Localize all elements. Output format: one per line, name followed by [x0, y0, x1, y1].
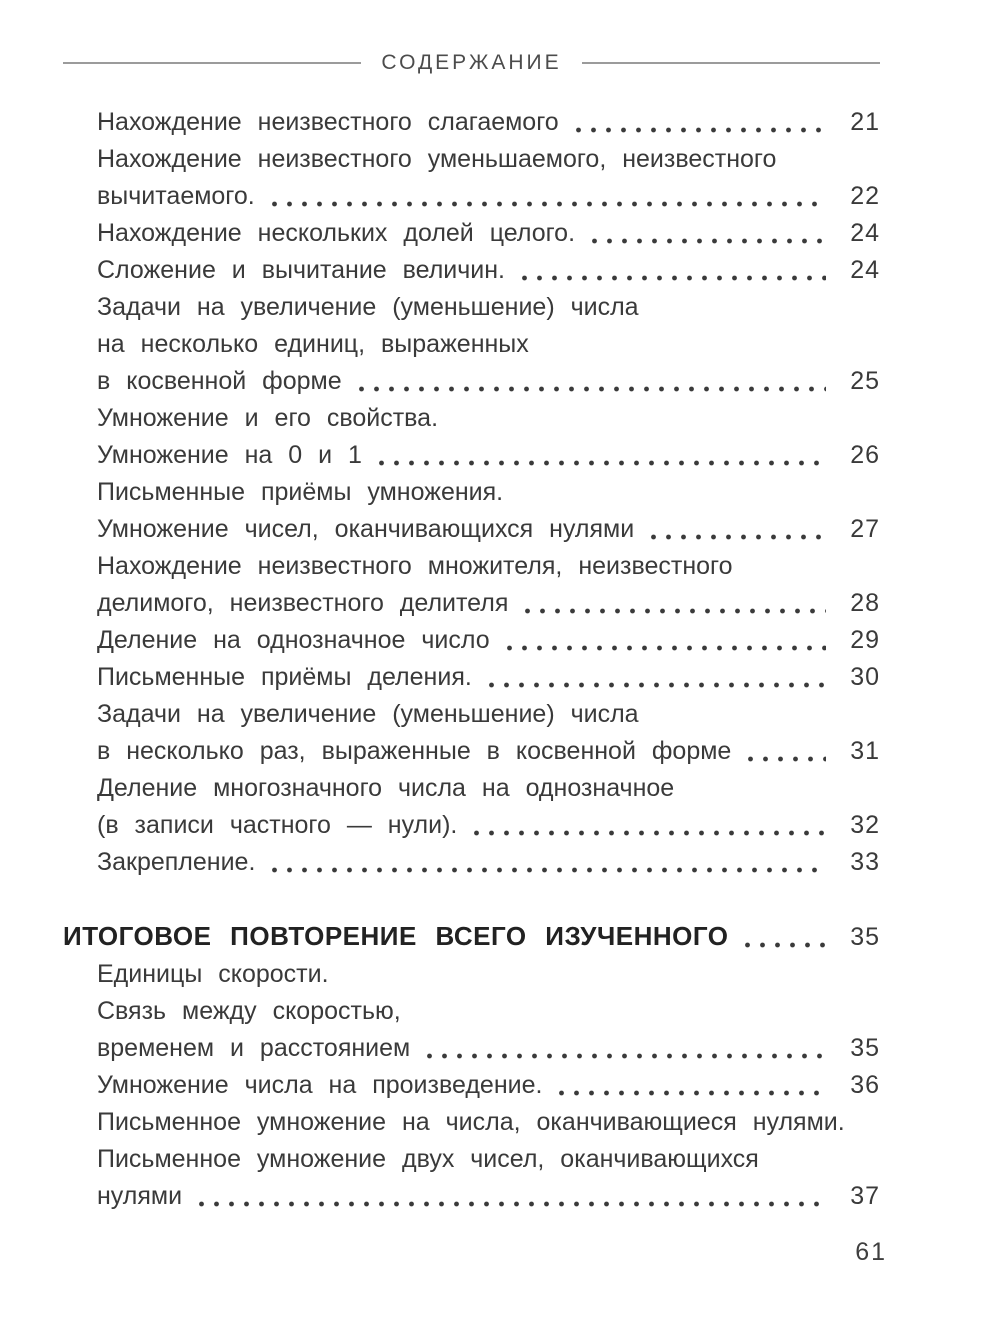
dot-leader [741, 733, 826, 770]
dot-leader [500, 622, 826, 659]
toc-line [97, 548, 880, 585]
toc-page-number: 26 [850, 441, 880, 469]
toc-entry [97, 1104, 880, 1215]
toc-line-text: Сложение и вычитание величин. [97, 256, 506, 284]
page-header [63, 46, 880, 80]
toc-line [97, 696, 880, 733]
toc-line-text: нулями [97, 1182, 183, 1210]
toc-line-text: в несколько раз, выраженные в косвенной форме [97, 737, 732, 765]
dot-leader [265, 178, 826, 215]
header-rule-left [63, 62, 361, 64]
toc-line [97, 993, 880, 1030]
toc-line-text: временем и расстоянием [97, 1034, 411, 1062]
toc-line-text: в косвенной форме [97, 367, 342, 395]
toc-line [97, 1178, 880, 1215]
toc-line [97, 733, 880, 770]
toc-line [97, 326, 880, 363]
toc-line [97, 363, 880, 400]
toc-line-text: Умножение на 0 и 1 [97, 441, 362, 469]
toc-line-text: Письменное умножение двух чисел, оканчивающихся [97, 1145, 759, 1173]
toc-line [97, 1141, 880, 1178]
toc-entry [97, 104, 880, 141]
dot-leader [585, 215, 826, 252]
toc-page-number: 22 [850, 182, 880, 210]
toc-line [97, 1030, 880, 1067]
toc-line-text: Нахождение нескольких долей целого. [97, 219, 576, 247]
toc-line [97, 807, 880, 844]
dot-leader [569, 104, 826, 141]
header-rule-right [582, 62, 880, 64]
dot-leader [644, 511, 826, 548]
toc-line [97, 215, 880, 252]
toc-entry [97, 659, 880, 696]
toc-page-number: 32 [850, 811, 880, 839]
toc-line-text: Умножение и его свойства. [97, 404, 439, 432]
toc-line [97, 178, 880, 215]
toc-line-text: Закрепление. [97, 848, 256, 876]
page-footer [855, 1238, 887, 1267]
toc-line [97, 1067, 880, 1104]
toc-line-text: Связь между скоростью, [97, 997, 401, 1025]
toc-line-text: Единицы скорости. [97, 960, 329, 988]
toc-page-number: 30 [850, 663, 880, 691]
toc-line-text: Письменное умножение на числа, оканчивающиеся нулями. [97, 1108, 845, 1136]
toc-entry [97, 956, 880, 1067]
dot-leader [372, 437, 826, 474]
toc-line [97, 400, 880, 437]
dot-leader [738, 918, 826, 956]
toc-page-number: 35 [850, 1034, 880, 1062]
toc-line-text: Умножение чисел, оканчивающихся нулями [97, 515, 635, 543]
toc-line [97, 770, 880, 807]
dot-leader [515, 252, 826, 289]
toc-line [97, 844, 880, 881]
toc-line-text: делимого, неизвестного делителя [97, 589, 509, 617]
toc-page-number: 35 [850, 923, 880, 951]
toc-list [63, 104, 880, 1215]
toc-entry [97, 400, 880, 474]
toc-entry [97, 696, 880, 770]
toc-line-text: Нахождение неизвестного уменьшаемого, неизвестного [97, 145, 777, 173]
dot-leader [482, 659, 826, 696]
toc-entry [97, 474, 880, 548]
toc-line-text: Задачи на увеличение (уменьшение) числа [97, 293, 639, 321]
dot-leader [552, 1067, 826, 1104]
toc-entry [97, 622, 880, 659]
toc-line-text: Нахождение неизвестного слагаемого [97, 108, 559, 136]
dot-leader [192, 1178, 826, 1215]
dot-leader [420, 1030, 826, 1067]
dot-leader [352, 363, 826, 400]
dot-leader [467, 807, 826, 844]
toc-line [97, 511, 880, 548]
toc-line-text: Умножение числа на произведение. [97, 1071, 543, 1099]
toc-entry [97, 770, 880, 844]
toc-page-number: 28 [850, 589, 880, 617]
toc-line-text: Письменные приёмы умножения. [97, 478, 504, 506]
dot-leader [265, 844, 826, 881]
toc-page-number: 36 [850, 1071, 880, 1099]
toc-line-text: на несколько единиц, выраженных [97, 330, 529, 358]
toc-page-number: 37 [850, 1182, 880, 1210]
toc-line [97, 104, 880, 141]
toc-entry [97, 215, 880, 252]
toc-page-number: 33 [850, 848, 880, 876]
toc-line-text: Деление на однозначное число [97, 626, 490, 654]
toc-entry [97, 548, 880, 622]
toc-line [97, 252, 880, 289]
toc-page-number: 24 [850, 219, 880, 247]
toc-page-number: 21 [850, 108, 880, 136]
toc-entry [97, 1067, 880, 1104]
toc-line [97, 141, 880, 178]
toc-entry [97, 141, 880, 215]
toc-line [97, 585, 880, 622]
toc-line-text: вычитаемого. [97, 182, 255, 210]
toc-page-number: 27 [850, 515, 880, 543]
dot-leader [518, 585, 826, 622]
toc-line-text: Деление многозначного числа на однозначное [97, 774, 675, 802]
page-number: 61 [855, 1238, 887, 1266]
toc-page-number: 29 [850, 626, 880, 654]
toc-line-text: Задачи на увеличение (уменьшение) числа [97, 700, 639, 728]
toc-entry [97, 844, 880, 881]
toc-line-text: Нахождение неизвестного множителя, неизвестного [97, 552, 733, 580]
toc-page-number: 31 [850, 737, 880, 765]
toc-line [63, 918, 880, 956]
toc-page-number: 24 [850, 256, 880, 284]
toc-line [97, 956, 880, 993]
toc-page-number: 25 [850, 367, 880, 395]
toc-line [97, 437, 880, 474]
page-title: СОДЕРЖАНИЕ [381, 51, 562, 74]
toc-section-heading [63, 918, 880, 956]
toc-line-text: ИТОГОВОЕ ПОВТОРЕНИЕ ВСЕГО ИЗУЧЕННОГО [63, 921, 729, 951]
toc-line-text: Письменные приёмы деления. [97, 663, 472, 691]
toc-line [97, 1104, 880, 1141]
toc-entry [97, 252, 880, 289]
toc-line-text: (в записи частного — нули). [97, 811, 458, 839]
toc-line [97, 289, 880, 326]
toc-line [97, 659, 880, 696]
toc-entry [97, 289, 880, 400]
toc-line [97, 622, 880, 659]
toc-line [97, 474, 880, 511]
